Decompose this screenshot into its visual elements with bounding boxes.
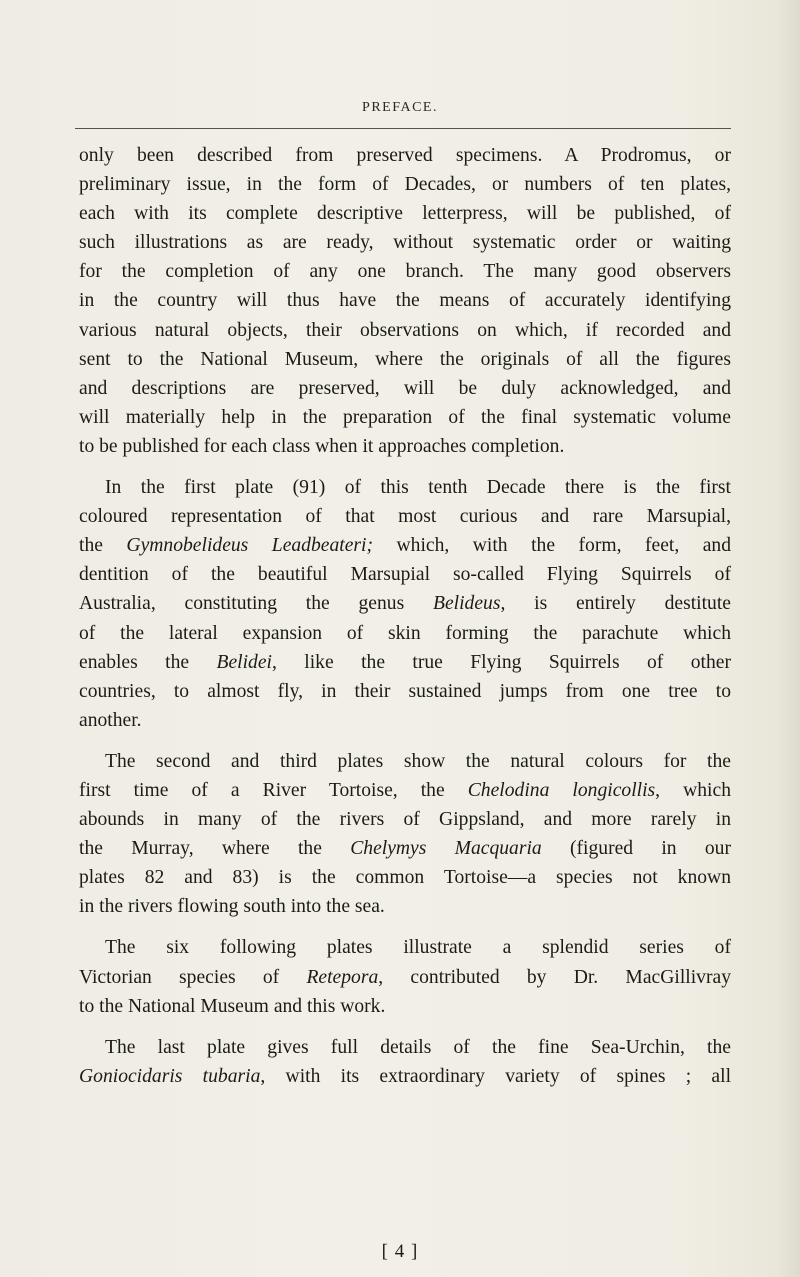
text-line: dentition of the beautiful Marsupial so-called Flying Squirrels of xyxy=(79,564,731,586)
text-line: in the country will thus have the means of accurately identifying xyxy=(79,290,731,312)
paragraph xyxy=(79,141,731,461)
text-line: of the lateral expansion of skin forming the parachute which xyxy=(79,622,731,644)
text-line: plates 82 and 83) is the common Tortoise—a species not known xyxy=(79,867,731,889)
text-line: to the National Museum and this work. xyxy=(79,995,386,1017)
text-line: another. xyxy=(79,709,142,731)
text-line: The last plate gives full details of the fine Sea-Urchin, the xyxy=(105,1036,731,1058)
text-line: each with its complete descriptive letterpress, will be published, of xyxy=(79,203,731,225)
text-line: Victorian species of Retepora, contributed by Dr. MacGillivray xyxy=(79,966,731,988)
text-line: sent to the National Museum, where the originals of all the figures xyxy=(79,348,731,370)
paragraph xyxy=(79,473,731,735)
page-number: [ 4 ] xyxy=(381,1241,419,1262)
paragraph-gap xyxy=(79,1021,731,1033)
text-line: Goniocidaris tubaria, with its extraordinary variety of spines ; all xyxy=(79,1065,732,1087)
text-line: and descriptions are preserved, will be duly acknowledged, and xyxy=(79,377,731,399)
text-line: Australia, constituting the genus Belideus, is entirely destitute xyxy=(79,593,731,615)
text-line: first time of a River Tortoise, the Chelodina longicollis, which xyxy=(79,779,731,801)
italic-term: Chelymys Macquaria xyxy=(350,838,542,860)
running-head: PREFACE. xyxy=(362,100,438,115)
italic-term: Gymnobelideus Leadbeateri; xyxy=(126,535,374,557)
text-line: preliminary issue, in the form of Decades, or numbers of ten plates, xyxy=(79,174,731,196)
text-line: enables the Belidei, like the true Flying Squirrels of other xyxy=(79,651,731,673)
italic-term: Retepora xyxy=(306,966,379,988)
text-line: The second and third plates show the natural colours for the xyxy=(105,750,731,772)
paragraph xyxy=(79,1033,731,1091)
text-line: abounds in many of the rivers of Gippsland, and more rarely in xyxy=(79,809,731,831)
paragraph-gap xyxy=(79,735,731,747)
italic-term: Belidei xyxy=(216,651,272,673)
paragraph xyxy=(79,747,731,922)
italic-term: Belideus xyxy=(433,593,501,615)
italic-term: Goniocidaris tubaria xyxy=(79,1065,261,1087)
text-line: the Gymnobelideus Leadbeateri; which, with the form, feet, and xyxy=(79,535,732,557)
paragraph xyxy=(79,933,731,1020)
paragraph-gap xyxy=(79,921,731,933)
text-line: only been described from preserved specimens. A Prodromus, or xyxy=(79,145,731,166)
italic-term: Chelodina longicollis xyxy=(467,779,656,801)
text-line: The six following plates illustrate a splendid series of xyxy=(105,937,731,959)
text-line: In the first plate (91) of this tenth Decade there is the first xyxy=(105,477,731,499)
text-line: various natural objects, their observations on which, if recorded and xyxy=(79,319,731,341)
text-line: such illustrations as are ready, without systematic order or waiting xyxy=(79,232,731,254)
header-rule xyxy=(75,128,731,129)
paragraph-gap xyxy=(79,461,731,473)
text-line: to be published for each class when it approaches completion. xyxy=(79,435,565,457)
body-text xyxy=(79,141,731,1091)
text-line: the Murray, where the Chelymys Macquaria (figured in our xyxy=(79,838,731,860)
text-line: coloured representation of that most curious and rare Marsupial, xyxy=(79,506,731,528)
text-line: in the rivers flowing south into the sea. xyxy=(79,896,385,918)
text-line: for the completion of any one branch. The many good observers xyxy=(79,261,731,283)
text-line: countries, to almost fly, in their sustained jumps from one tree to xyxy=(79,680,731,702)
text-line: will materially help in the preparation of the final systematic volume xyxy=(79,406,731,428)
